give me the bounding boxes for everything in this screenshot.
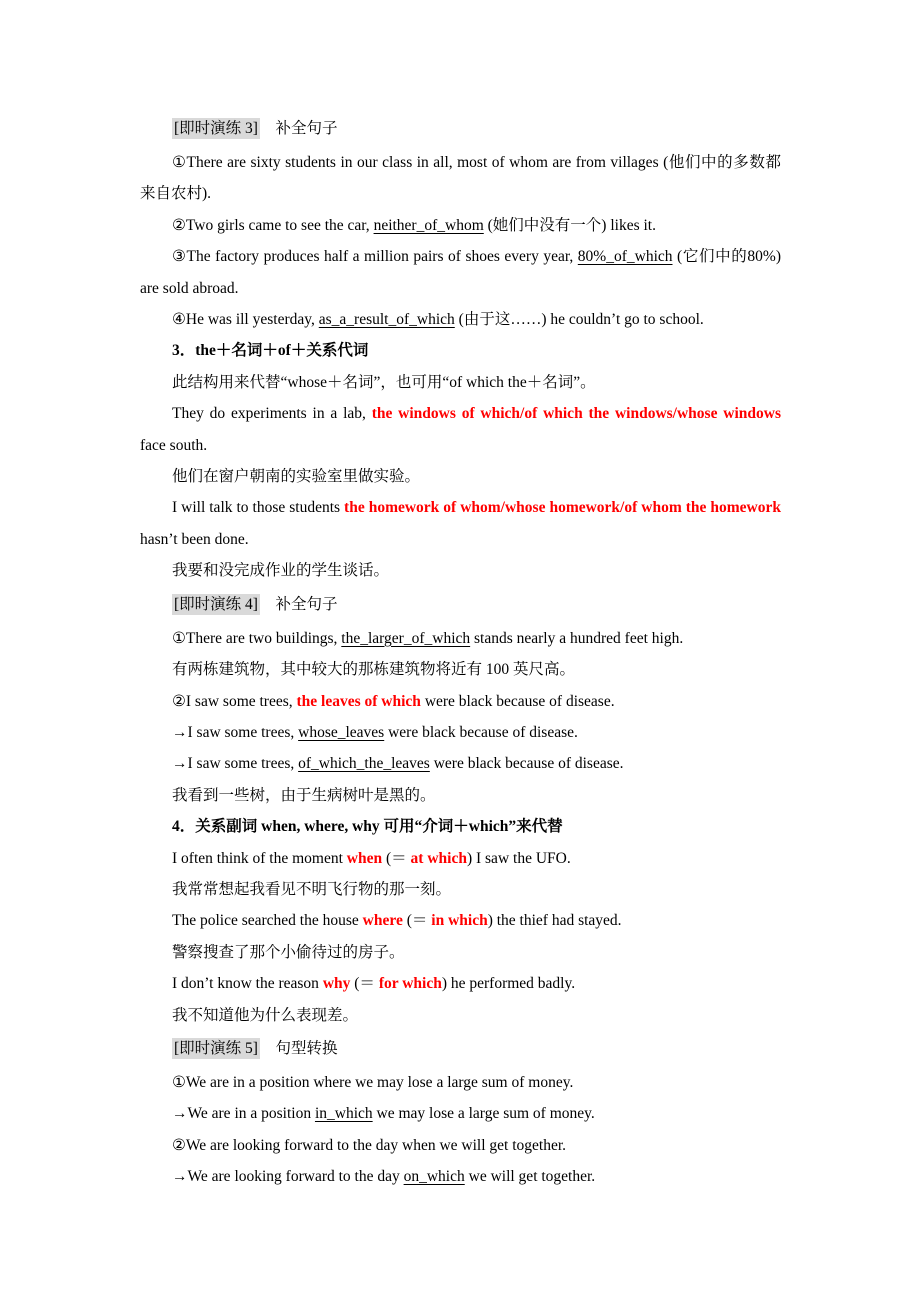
text-segment: ) the thief had stayed. <box>487 912 622 930</box>
text-segment: ②We are looking forward to the day when we will get together. <box>172 1136 567 1154</box>
text-segment: (＝ <box>402 912 432 930</box>
text-segment: →We are looking forward to the day <box>172 1168 404 1186</box>
text-segment: ①We are in a position where we may lose a large sum of money. <box>172 1073 574 1091</box>
answer-highlight: when <box>346 849 383 867</box>
exercise-label: [即时演练 4] <box>174 595 258 613</box>
text-segment: face south. <box>140 436 208 454</box>
text-segment: ) I saw the UFO. <box>466 849 571 867</box>
answer-blank: 80%_of_which <box>577 248 673 266</box>
answer-highlight: the windows of which/of which the windows/whose windows <box>371 405 781 423</box>
text-segment: 我不知道他为什么表现差。 <box>172 1006 359 1024</box>
answer-blank: as_a_result_of_which <box>318 311 455 329</box>
text-segment: (她们中没有一个) likes it. <box>483 216 656 234</box>
section-heading: 3．the＋名词＋of＋关系代词 <box>172 342 369 360</box>
text-segment: hasn’t been done. <box>140 530 249 548</box>
text-segment: ②Two girls came to see the car, <box>172 216 374 234</box>
text-segment: ) he performed badly. <box>441 975 576 993</box>
paragraph <box>140 843 781 874</box>
exercise-label: [即时演练 3] <box>174 120 258 137</box>
paragraph <box>140 1098 781 1129</box>
text-segment: ①There are sixty students in our class in all, most of whom are from villages (他们中的多数都来自农村). <box>140 154 781 203</box>
paragraph <box>140 748 781 779</box>
text-segment: I will talk to those students <box>172 499 345 517</box>
answer-blank: neither_of_whom <box>373 216 484 234</box>
text-segment: 此结构用来代替“whose＋名词”，也可用“of which the＋名词”。 <box>172 373 596 391</box>
paragraph <box>140 874 781 905</box>
text-segment: (＝ <box>382 849 411 867</box>
answer-blank: on_which <box>403 1168 465 1186</box>
paragraph <box>140 304 781 335</box>
text-segment: (由于这……) he couldn’t go to school. <box>454 311 704 329</box>
text-segment: 我看到一些树，由于生病树叶是黑的。 <box>172 786 436 804</box>
document-body <box>140 111 781 1193</box>
text-segment: 补全句子 <box>259 595 338 613</box>
text-segment: →I saw some trees, <box>172 723 299 741</box>
paragraph <box>140 968 781 999</box>
text-segment: 我要和没完成作业的学生谈话。 <box>172 562 390 580</box>
text-segment: ③The factory produces half a million pairs of shoes every year, <box>172 248 578 266</box>
exercise-header <box>140 111 781 147</box>
text-segment: 补全句子 <box>259 120 338 137</box>
text-segment: I don’t know the reason <box>172 975 323 993</box>
text-segment: (＝ <box>350 975 379 993</box>
text-segment: →I saw some trees, <box>172 755 299 773</box>
text-segment: ④He was ill yesterday, <box>172 311 319 329</box>
paragraph <box>140 367 781 398</box>
paragraph <box>140 654 781 685</box>
text-segment: 我常常想起我看见不明飞行物的那一刻。 <box>172 880 452 898</box>
answer-blank: whose_leaves <box>298 723 385 741</box>
exercise-header <box>140 587 781 623</box>
text-segment: 警察搜查了那个小偷待过的房子。 <box>172 943 405 961</box>
answer-highlight: in which <box>431 912 488 930</box>
answer-highlight: the homework of whom/whose homework/of whom the homework <box>344 499 781 517</box>
paragraph <box>140 1130 781 1161</box>
text-segment: The police searched the house <box>172 912 363 930</box>
paragraph <box>140 241 781 304</box>
paragraph <box>140 1000 781 1031</box>
text-segment: were black because of disease. <box>429 755 624 773</box>
answer-blank: the_larger_of_which <box>341 629 471 647</box>
answer-highlight: where <box>362 912 403 930</box>
text-segment: I often think of the moment <box>172 849 347 867</box>
text-segment: (它们中的80%) are sold abroad. <box>140 248 781 297</box>
text-segment: were black because of disease. <box>420 692 615 710</box>
paragraph <box>140 905 781 936</box>
text-segment: They do experiments in a lab, <box>172 405 372 423</box>
answer-blank: of_which_the_leaves <box>298 755 430 773</box>
text-segment: 他们在窗户朝南的实验室里做实验。 <box>172 468 421 486</box>
paragraph <box>140 780 781 811</box>
paragraph <box>140 686 781 717</box>
text-segment: stands nearly a hundred feet high. <box>470 629 684 647</box>
paragraph <box>140 717 781 748</box>
paragraph <box>140 937 781 968</box>
paragraph <box>140 1067 781 1098</box>
paragraph <box>140 210 781 241</box>
paragraph <box>140 811 781 842</box>
text-segment: →We are in a position <box>172 1105 315 1123</box>
text-segment: 有两栋建筑物，其中较大的那栋建筑物将近有 100 英尺高。 <box>172 661 576 679</box>
text-segment: 句型转换 <box>259 1039 338 1057</box>
answer-highlight: at which <box>410 849 467 867</box>
paragraph <box>140 147 781 210</box>
text-segment: ①There are two buildings, <box>172 629 342 647</box>
answer-highlight: the leaves of which <box>296 692 421 710</box>
paragraph <box>140 335 781 366</box>
answer-blank: in_which <box>314 1105 373 1123</box>
answer-highlight: why <box>322 975 351 993</box>
exercise-header <box>140 1031 781 1067</box>
text-segment: were black because of disease. <box>384 723 578 741</box>
paragraph <box>140 623 781 654</box>
text-segment: ②I saw some trees, <box>172 692 297 710</box>
paragraph <box>140 555 781 586</box>
paragraph <box>140 461 781 492</box>
paragraph <box>140 398 781 461</box>
paragraph <box>140 1161 781 1192</box>
exercise-label: [即时演练 5] <box>174 1039 258 1057</box>
text-segment: we will get together. <box>464 1168 596 1186</box>
answer-highlight: for which <box>378 975 442 993</box>
paragraph <box>140 492 781 555</box>
section-heading: 4．关系副词 when, where, why 可用“介词＋which”来代替 <box>172 818 563 836</box>
text-segment: we may lose a large sum of money. <box>372 1105 595 1123</box>
